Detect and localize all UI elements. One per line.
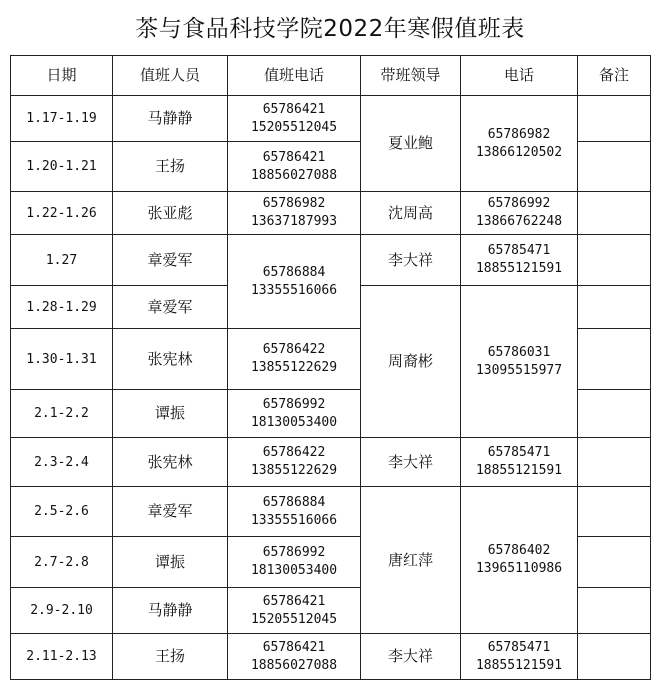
header-duty-phone: 值班电话 xyxy=(228,56,361,96)
mobile: 13855122629 xyxy=(250,360,338,375)
landline: 65786402 xyxy=(487,543,551,558)
notes-cell xyxy=(578,192,651,235)
duty-schedule-table xyxy=(10,55,651,680)
date-cell: 2.11-2.13 xyxy=(11,634,113,680)
mobile: 13866762248 xyxy=(475,214,563,229)
table-row xyxy=(11,235,651,286)
table-row xyxy=(11,96,651,142)
header-person: 值班人员 xyxy=(113,56,228,96)
table-row xyxy=(11,487,651,537)
table-row xyxy=(11,634,651,680)
landline: 65786884 xyxy=(262,264,326,280)
mobile: 15205512045 xyxy=(250,611,338,627)
landline: 65786421 xyxy=(262,101,326,117)
date-cell: 1.27 xyxy=(11,235,113,286)
date-cell: 2.7-2.8 xyxy=(11,537,113,588)
landline: 65786982 xyxy=(487,126,551,142)
person-cell: 章爱军 xyxy=(113,286,228,329)
leader-phone-cell xyxy=(461,438,578,487)
date-cell: 1.28-1.29 xyxy=(11,286,113,329)
mobile: 13095515977 xyxy=(475,362,563,378)
landline: 65786421 xyxy=(262,149,326,165)
mobile: 18130053400 xyxy=(250,563,338,578)
duty-phone-cell xyxy=(228,390,361,438)
landline: 65786422 xyxy=(262,445,326,460)
duty-phone-cell xyxy=(228,537,361,588)
leader-phone-cell xyxy=(461,96,578,192)
notes-cell xyxy=(578,286,651,329)
notes-cell xyxy=(578,142,651,192)
mobile: 18856027088 xyxy=(250,657,338,673)
landline: 65786992 xyxy=(262,545,326,560)
mobile: 13866120502 xyxy=(475,144,563,160)
date-cell: 1.22-1.26 xyxy=(11,192,113,235)
mobile: 18855121591 xyxy=(475,463,563,478)
header-row xyxy=(11,56,651,96)
date-cell: 2.5-2.6 xyxy=(11,487,113,537)
duty-phone-cell xyxy=(228,192,361,235)
header-date: 日期 xyxy=(11,56,113,96)
leader-phone-cell xyxy=(461,286,578,438)
mobile: 13855122629 xyxy=(250,463,338,478)
landline: 65786992 xyxy=(262,396,326,412)
date-cell: 2.9-2.10 xyxy=(11,588,113,634)
leader-cell: 夏业鲍 xyxy=(361,96,461,192)
person-cell: 谭振 xyxy=(113,390,228,438)
person-cell: 张亚彪 xyxy=(113,192,228,235)
mobile: 18130053400 xyxy=(250,414,338,430)
notes-cell xyxy=(578,634,651,680)
mobile: 13355516066 xyxy=(250,512,338,528)
leader-cell: 李大祥 xyxy=(361,235,461,286)
mobile: 13355516066 xyxy=(250,282,338,298)
leader-cell: 李大祥 xyxy=(361,438,461,487)
landline: 65785471 xyxy=(487,445,551,460)
date-cell: 2.3-2.4 xyxy=(11,438,113,487)
header-leader: 带班领导 xyxy=(361,56,461,96)
landline: 65786031 xyxy=(487,344,551,360)
person-cell: 马静静 xyxy=(113,96,228,142)
mobile: 18856027088 xyxy=(250,167,338,183)
leader-cell: 沈周高 xyxy=(361,192,461,235)
person-cell: 章爱军 xyxy=(113,487,228,537)
table-row xyxy=(11,192,651,235)
person-cell: 王扬 xyxy=(113,142,228,192)
person-cell: 张宪林 xyxy=(113,329,228,390)
duty-phone-cell xyxy=(228,438,361,487)
leader-cell: 李大祥 xyxy=(361,634,461,680)
duty-phone-cell xyxy=(228,634,361,680)
landline: 65785471 xyxy=(487,243,551,258)
date-cell: 2.1-2.2 xyxy=(11,390,113,438)
mobile: 13637187993 xyxy=(250,214,338,229)
duty-phone-cell xyxy=(228,588,361,634)
leader-cell: 周裔彬 xyxy=(361,286,461,438)
notes-cell xyxy=(578,588,651,634)
mobile: 18855121591 xyxy=(475,657,563,673)
landline: 65786421 xyxy=(262,639,326,655)
person-cell: 谭振 xyxy=(113,537,228,588)
leader-phone-cell xyxy=(461,634,578,680)
mobile: 18855121591 xyxy=(475,261,563,276)
duty-phone-cell xyxy=(228,487,361,537)
landline: 65786992 xyxy=(487,196,551,211)
landline: 65786884 xyxy=(262,494,326,510)
landline: 65786422 xyxy=(262,342,326,357)
duty-phone-cell xyxy=(228,329,361,390)
landline: 65785471 xyxy=(487,639,551,655)
header-notes: 备注 xyxy=(578,56,651,96)
person-cell: 章爱军 xyxy=(113,235,228,286)
landline: 65786982 xyxy=(262,196,326,211)
header-phone: 电话 xyxy=(461,56,578,96)
notes-cell xyxy=(578,96,651,142)
duty-phone-cell xyxy=(228,96,361,142)
mobile: 15205512045 xyxy=(250,119,338,135)
duty-phone-cell xyxy=(228,142,361,192)
notes-cell xyxy=(578,537,651,588)
landline: 65786421 xyxy=(262,593,326,609)
notes-cell xyxy=(578,487,651,537)
notes-cell xyxy=(578,329,651,390)
page-title: 茶与食品科技学院2022年寒假值班表 xyxy=(135,16,525,42)
person-cell: 马静静 xyxy=(113,588,228,634)
mobile: 13965110986 xyxy=(475,561,563,576)
leader-cell: 唐红萍 xyxy=(361,487,461,634)
date-cell: 1.20-1.21 xyxy=(11,142,113,192)
table-row xyxy=(11,438,651,487)
date-cell: 1.30-1.31 xyxy=(11,329,113,390)
leader-phone-cell xyxy=(461,192,578,235)
person-cell: 张宪林 xyxy=(113,438,228,487)
person-cell: 王扬 xyxy=(113,634,228,680)
date-cell: 1.17-1.19 xyxy=(11,96,113,142)
leader-phone-cell xyxy=(461,235,578,286)
notes-cell xyxy=(578,235,651,286)
notes-cell xyxy=(578,390,651,438)
leader-phone-cell xyxy=(461,487,578,634)
notes-cell xyxy=(578,438,651,487)
duty-phone-cell xyxy=(228,235,361,329)
